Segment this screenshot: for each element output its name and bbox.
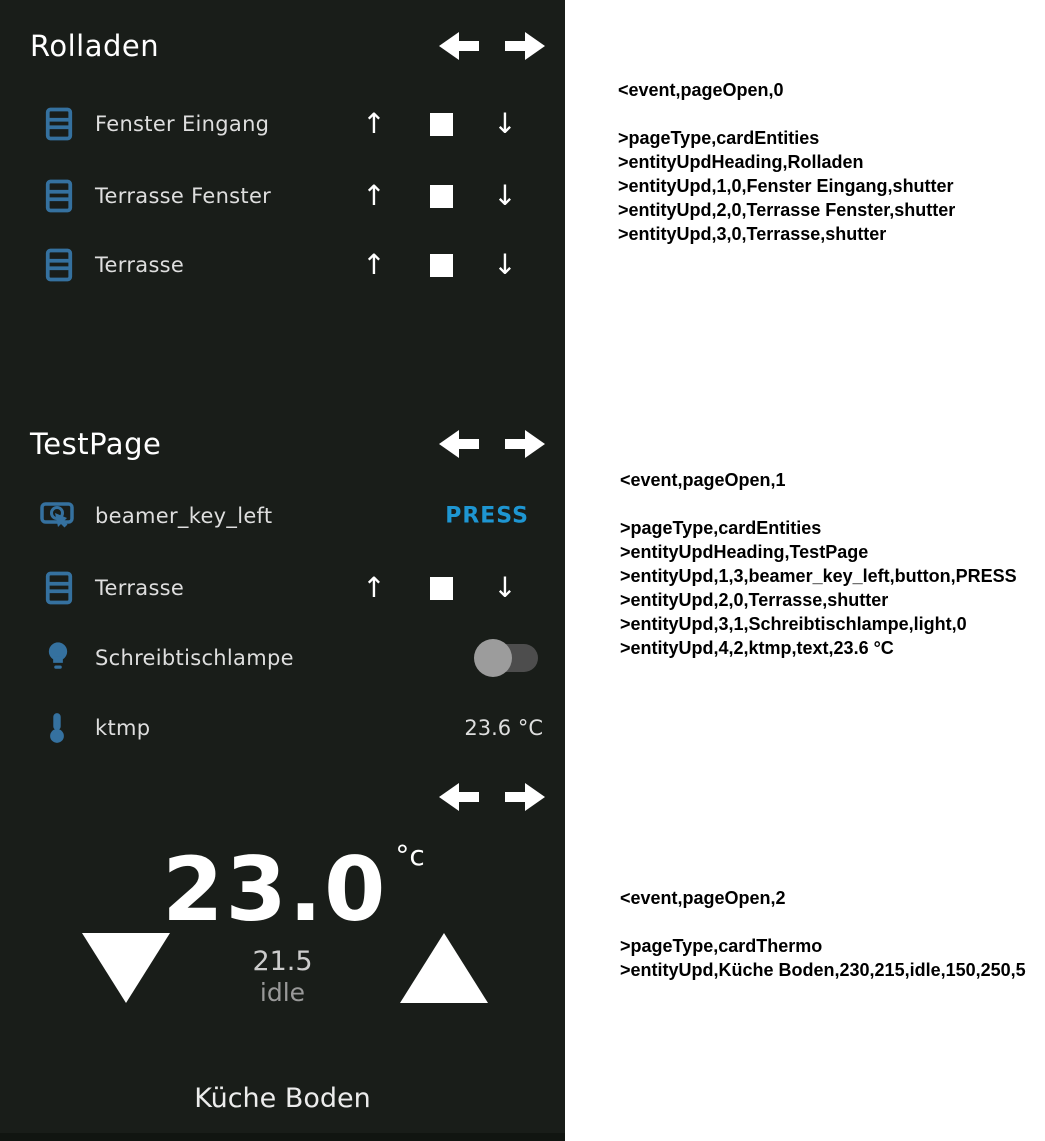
entity-row: [0, 704, 565, 752]
log-line: >entityUpdHeading,TestPage: [620, 542, 869, 562]
log-line: >entityUpd,Küche Boden,230,215,idle,150,250,5: [620, 960, 1026, 980]
entity-label: Terrasse: [95, 253, 185, 277]
right-arrow-icon: [505, 781, 545, 813]
target-temperature: 21.5: [252, 946, 313, 977]
shutter-down-button[interactable]: [483, 172, 527, 220]
log-line: >entityUpd,1,3,beamer_key_left,button,PRESS: [620, 566, 1017, 586]
log-line: [620, 910, 1026, 934]
left-arrow-icon: [439, 428, 479, 460]
log-line: <event,pageOpen,1: [620, 470, 786, 490]
serial-log-page1: [620, 468, 1017, 660]
shutter-stop-button[interactable]: [419, 100, 463, 148]
entity-row: [0, 100, 565, 148]
window-shutter-icon: [44, 178, 74, 214]
down-arrow-icon: ↓: [493, 179, 517, 212]
entity-label: beamer_key_left: [95, 504, 273, 528]
down-arrow-icon: ↓: [493, 107, 517, 140]
down-arrow-icon: ↓: [493, 248, 517, 281]
entity-row: [0, 241, 565, 289]
next-page-button[interactable]: [505, 30, 545, 62]
log-line: >entityUpd,2,0,Terrasse Fenster,shutter: [618, 200, 956, 220]
window-shutter-icon: [44, 106, 74, 142]
left-arrow-icon: [439, 781, 479, 813]
shutter-up-button[interactable]: [352, 172, 396, 220]
left-arrow-icon: [439, 30, 479, 62]
press-button[interactable]: PRESS: [445, 503, 529, 529]
entity-label: ktmp: [95, 716, 151, 740]
card-rolladen-header: [30, 26, 545, 66]
light-toggle[interactable]: [480, 644, 538, 672]
entity-row: [0, 172, 565, 220]
next-page-button[interactable]: [505, 781, 545, 813]
stop-icon: [430, 577, 453, 600]
thermometer-icon: [48, 711, 66, 745]
log-line: >pageType,cardEntities: [620, 518, 822, 538]
current-temperature: [0, 838, 565, 941]
entity-row: [0, 564, 565, 612]
right-arrow-icon: [505, 428, 545, 460]
prev-page-button[interactable]: [439, 428, 479, 460]
shutter-stop-button[interactable]: [419, 241, 463, 289]
next-page-button[interactable]: [505, 428, 545, 460]
entity-label: Schreibtischlampe: [95, 646, 294, 670]
page-nav: [439, 428, 545, 460]
log-line: <event,pageOpen,0: [618, 80, 784, 100]
up-arrow-icon: ↑: [362, 248, 386, 281]
log-line: >entityUpd,2,0,Terrasse,shutter: [620, 590, 889, 610]
temperature-unit: °c: [395, 839, 425, 872]
log-line: >entityUpd,4,2,ktmp,text,23.6 °C: [620, 638, 894, 658]
shutter-up-button[interactable]: [352, 564, 396, 612]
thermostat-title: Küche Boden: [194, 1083, 371, 1114]
stop-icon: [430, 254, 453, 277]
page-title: TestPage: [30, 427, 162, 461]
current-temperature-value: 23.0: [162, 838, 388, 941]
panel-bottom-strip: [0, 1133, 565, 1141]
entity-row: [0, 492, 565, 540]
log-line: >entityUpd,1,0,Fenster Eingang,shutter: [618, 176, 954, 196]
log-line: >entityUpd,3,1,Schreibtischlampe,light,0: [620, 614, 967, 634]
log-line: [620, 492, 1017, 516]
window-shutter-icon: [44, 570, 74, 606]
page-nav: [439, 781, 545, 813]
shutter-up-button[interactable]: [352, 241, 396, 289]
window-shutter-icon: [44, 247, 74, 283]
up-arrow-icon: ↑: [362, 107, 386, 140]
shutter-up-button[interactable]: [352, 100, 396, 148]
log-line: >pageType,cardThermo: [620, 936, 823, 956]
log-line: >entityUpd,3,0,Terrasse,shutter: [618, 224, 887, 244]
prev-page-button[interactable]: [439, 30, 479, 62]
up-arrow-icon: ↑: [362, 571, 386, 604]
serial-log-page0: [618, 78, 955, 246]
page-nav: [439, 30, 545, 62]
stop-icon: [430, 113, 453, 136]
right-arrow-icon: [505, 30, 545, 62]
toggle-knob: [474, 639, 512, 677]
entity-label: Fenster Eingang: [95, 112, 270, 136]
card-testpage-header: [30, 424, 545, 464]
entity-row: [0, 634, 565, 682]
log-line: >pageType,cardEntities: [618, 128, 820, 148]
entity-label: Terrasse Fenster: [95, 184, 272, 208]
log-line: <event,pageOpen,2: [620, 888, 786, 908]
shutter-stop-button[interactable]: [419, 172, 463, 220]
shutter-down-button[interactable]: [483, 100, 527, 148]
sensor-value: 23.6 °C: [464, 716, 543, 740]
lightbulb-icon: [44, 640, 72, 676]
up-arrow-icon: ↑: [362, 179, 386, 212]
card-thermo-header: [30, 777, 545, 817]
down-arrow-icon: ↓: [493, 571, 517, 604]
gesture-tap-icon: [40, 500, 76, 532]
log-line: >entityUpdHeading,Rolladen: [618, 152, 864, 172]
hvac-state: idle: [259, 978, 306, 1007]
entity-label: Terrasse: [95, 576, 185, 600]
shutter-stop-button[interactable]: [419, 564, 463, 612]
log-line: [618, 102, 955, 126]
stop-icon: [430, 185, 453, 208]
prev-page-button[interactable]: [439, 781, 479, 813]
shutter-down-button[interactable]: [483, 564, 527, 612]
serial-log-page2: [620, 886, 1026, 982]
shutter-down-button[interactable]: [483, 241, 527, 289]
page-title: Rolladen: [30, 29, 160, 63]
